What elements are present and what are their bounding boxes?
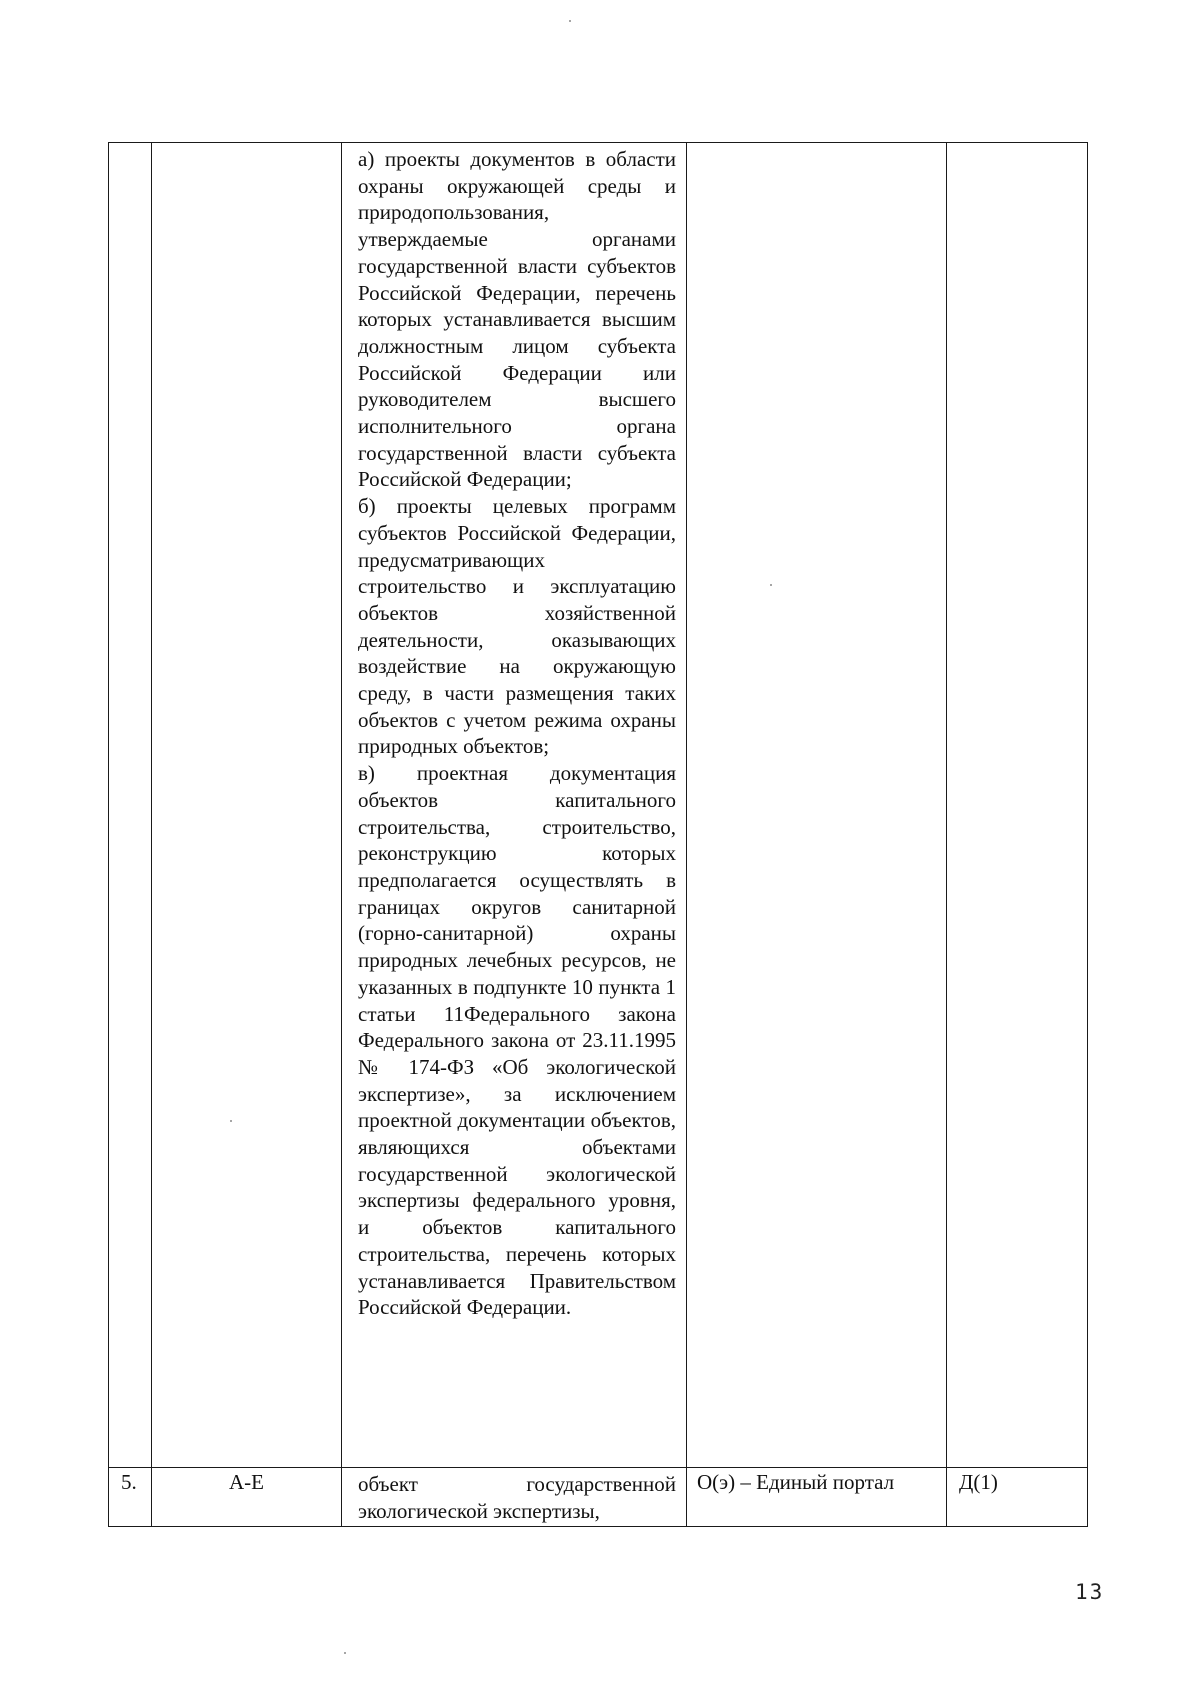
row-reference-cell <box>947 143 1088 1468</box>
row-code-cell: А-Е <box>152 1468 342 1527</box>
row-code-cell <box>152 143 342 1468</box>
paragraph-c: в) проектная документация объектов капитального строительства, строительство, реконструкцию которых предполагается осуществлять в границах округов санитарной (горно-санитарной) охраны природных лечебных ресурсов, не указанных в подпункте 10 пункта 1 статьи 11Федерального закона Федерального закона от 23.11.1995 № 174-ФЗ «Об экологической экспертизе», за исключением проектной документации объектов, являющихся объектами государственной экологической экспертизы федерального уровня, и объектов капитального строительства, перечень которых устанавливается Правительством Российской Федерации. <box>358 761 676 1320</box>
paragraph-a: а) проекты документов в области охраны окружающей среды и природопользования, утверждаемые органами государственной власти субъектов Российской Федерации, перечень которых устанавливается высшим должностным лицом субъекта Российской Федерации или руководителем высшего исполнительного органа государственной власти субъекта Российской Федерации; <box>358 147 676 492</box>
row-institution-cell <box>687 143 947 1468</box>
row-institution-cell: О(э) – Единый портал <box>687 1468 947 1527</box>
row-number-cell <box>109 143 152 1468</box>
row-reference-cell: Д(1) <box>947 1468 1088 1527</box>
row-number-cell: 5. <box>109 1468 152 1527</box>
row-description-cell <box>342 143 687 1468</box>
row-description-cell <box>342 1468 687 1527</box>
table-row <box>109 1468 1088 1527</box>
paragraph-b: б) проекты целевых программ субъектов Российской Федерации, предусматривающих строительство и эксплуатацию объектов хозяйственной деятельности, оказывающих воздействие на окружающую среду, в части размещения таких объектов с учетом режима охраны природных объектов; <box>358 494 676 759</box>
document-table <box>108 142 1088 1527</box>
scan-speck <box>770 584 772 586</box>
table-row <box>109 143 1088 1468</box>
row-description-text: объект государственной экологической экспертизы, <box>358 1472 676 1523</box>
page-number: 13 <box>1075 1580 1105 1604</box>
scan-speck <box>230 1120 232 1122</box>
scan-speck <box>344 1652 346 1654</box>
scan-speck <box>569 20 571 22</box>
